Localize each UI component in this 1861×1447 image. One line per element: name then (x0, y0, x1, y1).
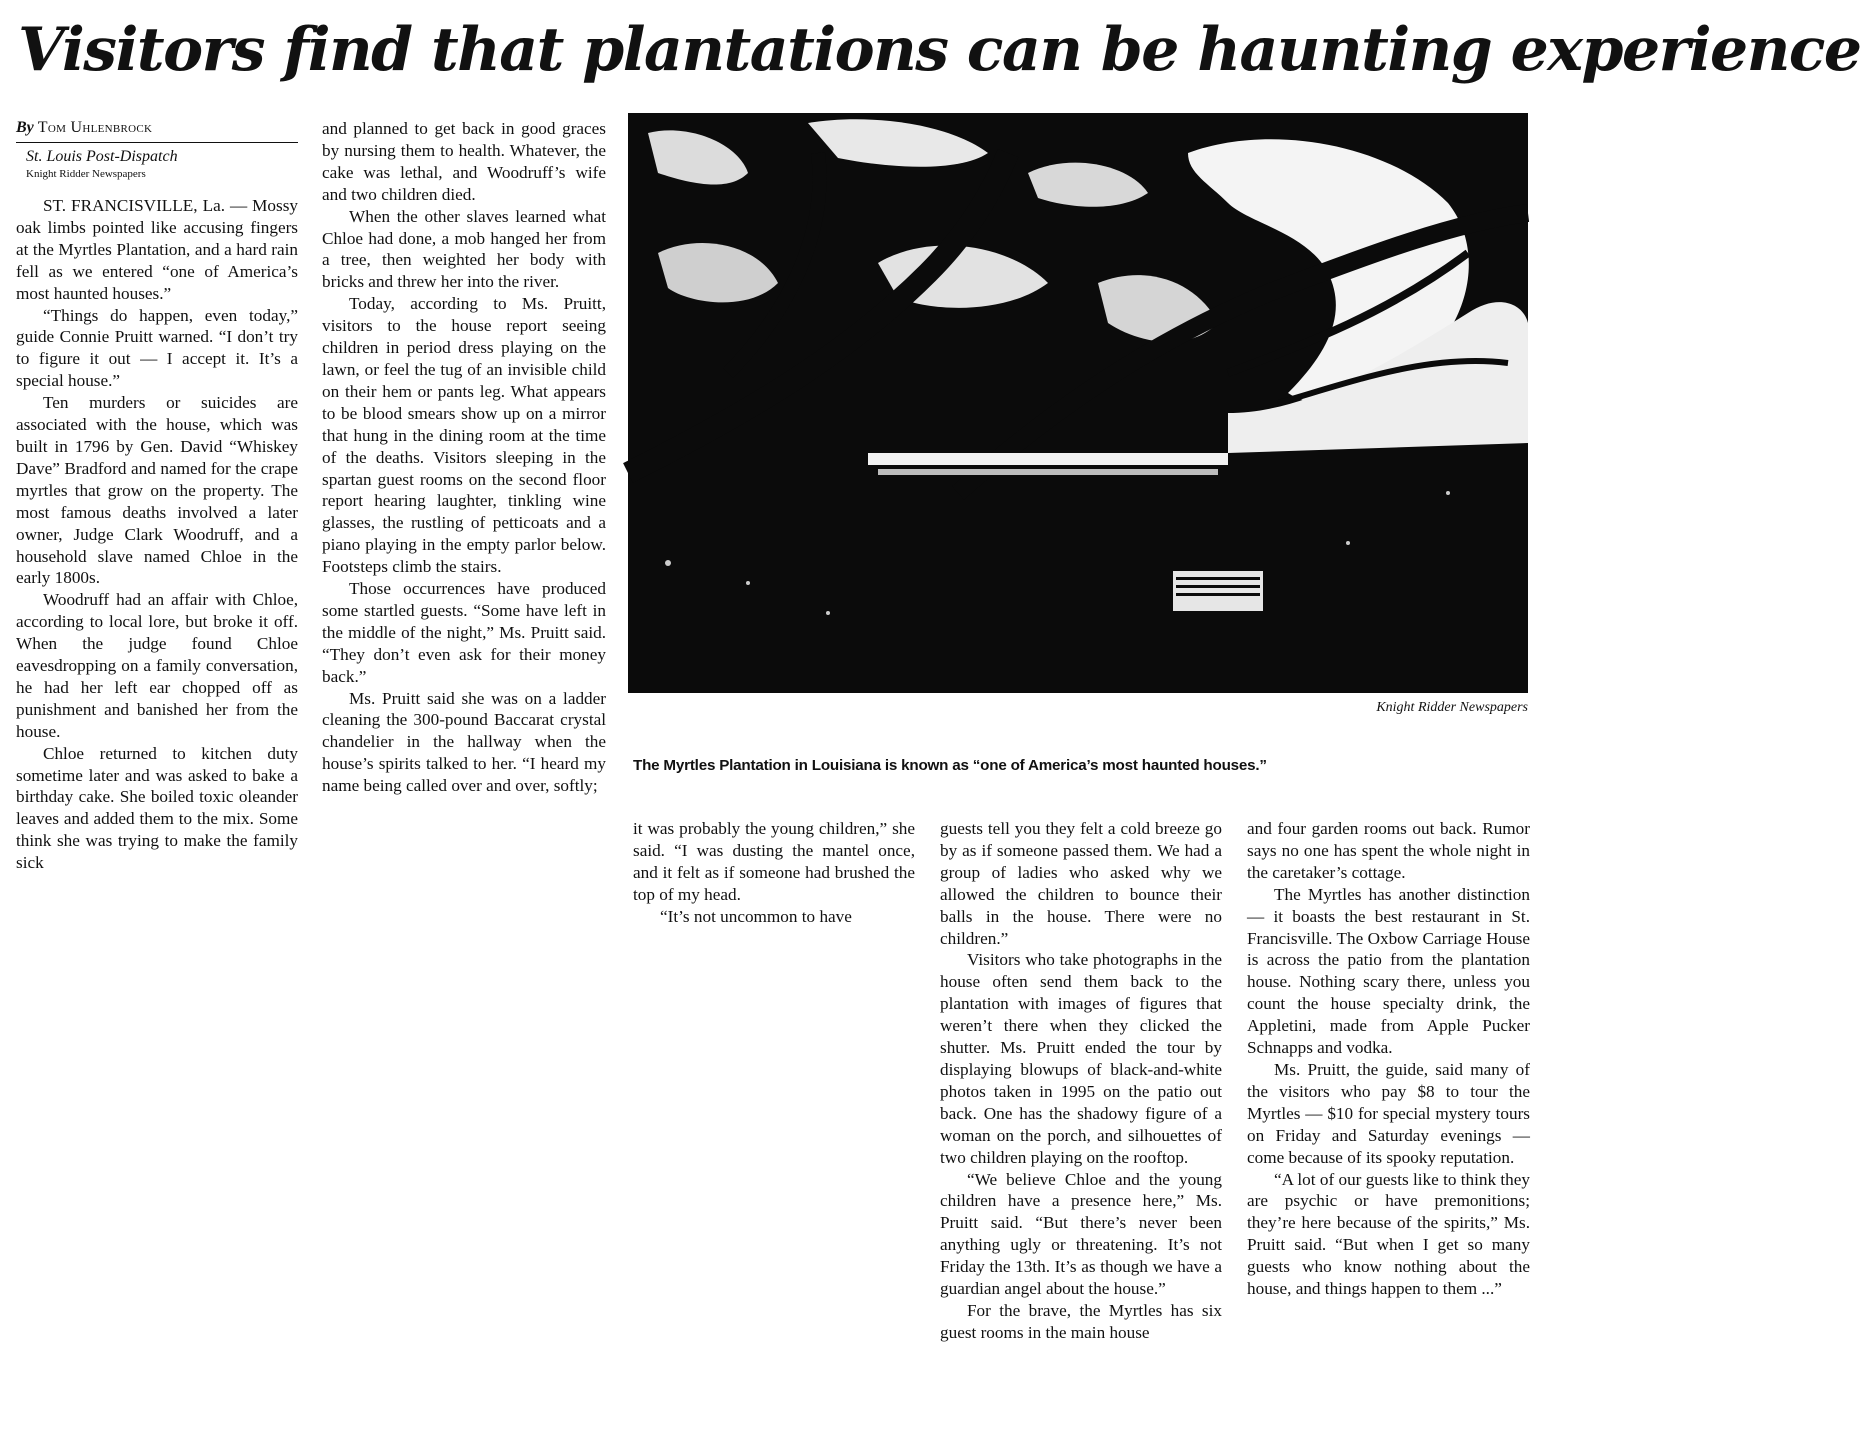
headline: Visitors find that plantations can be haunting experience (18, 15, 1861, 85)
photo-caption: The Myrtles Plantation in Louisiana is known as “one of America’s most haunted houses.” (633, 757, 1267, 774)
paragraph: The Myrtles has another distinction — it boasts the best restaurant in St. Francisville. The Oxbow Carriage House is across the patio from the plantation house. Nothing scary there, unless you count the house specialty drink, the Appletini, made from Apple Pucker Schnapps and vodka. (1247, 884, 1530, 1058)
paragraph: Ms. Pruitt, the guide, said many of the visitors who pay $8 to tour the Myrtles — $10 for special mystery tours on Friday and Saturday evenings — come because of its spooky reputation. (1247, 1059, 1530, 1167)
paragraph: Those occurrences have produced some startled guests. “Some have left in the middle of the night,” Ms. Pruitt said. “They don’t even ask for their money back.” (322, 579, 606, 686)
paragraph: “A lot of our guests like to think they are psychic or have premonitions; they’re here because of the spirits,” Ms. Pruitt said. “But when I get so many guests who know nothing about the house, and things happen to them ...” (1247, 1169, 1530, 1299)
paragraph: Ms. Pruitt said she was on a ladder cleaning the 300-pound Baccarat crystal chandelier in the hallway when the house’s spirits talked to her. “I heard my name being called over and over, softly; (322, 688, 606, 796)
paragraph: ST. FRANCISVILLE, La. — Mossy oak limbs pointed like accusing fingers at the Myrtles Plantation, and a hard rain fell as we entered “one of America’s most haunted houses.” (16, 196, 298, 303)
byline-by: By (16, 119, 34, 136)
byline-agency: Knight Ridder Newspapers (26, 168, 146, 180)
paragraph: Ten murders or suicides are associated with the house, which was built in 1796 by Gen. David “Whiskey Dave” Bradford and named for the crape myrtles that grow on the property. The most famous deaths involved a later owner, Judge Clark Woodruff, and a household slave named Chloe in the early 1800s. (16, 393, 298, 588)
photo-credit: Knight Ridder Newspapers (1376, 700, 1528, 715)
article-column-1 (16, 118, 298, 874)
article-column-4 (940, 818, 1222, 1344)
paragraph: it was probably the young children,” she said. “I was dusting the mantel once, and it felt as if someone had brushed the top of my head. (633, 819, 915, 904)
byline-publication: St. Louis Post-Dispatch (26, 148, 178, 165)
byline-author: Tom Uhlenbrock (37, 119, 153, 136)
paragraph: guests tell you they felt a cold breeze go by as if someone passed them. We had a group of ladies who asked why we allowed the children to bounce their balls in the house. There were no children.” (940, 819, 1222, 948)
paragraph: “We believe Chloe and the young children have a presence here,” Ms. Pruitt said. “But there’s never been anything ugly or threatening. It’s not Friday the 13th. It’s as though we have a guardian angel about the house.” (940, 1169, 1222, 1299)
article-column-3 (633, 818, 915, 928)
paragraph: and planned to get back in good graces by nursing them to health. Whatever, the cake was lethal, and Woodruff’s wife and two children died. (322, 119, 606, 204)
article-column-5 (1247, 818, 1530, 1300)
plantation-photo (628, 113, 1528, 693)
paragraph: Today, according to Ms. Pruitt, visitors to the house report seeing children in period dress playing on the lawn, or feel the tug of an invisible child on their hem or pants leg. What appears to be blood smears show up on a mirror that hung in the dining room at the time of the deaths. Visitors sleeping in the spartan guest rooms on the second floor report hearing laughter, tinkling wine glasses, the rustling of petticoats and a piano playing in the empty parlor below. Footsteps climb the stairs. (322, 294, 606, 577)
paragraph: Woodruff had an affair with Chloe, according to local lore, but broke it off. When the judge found Chloe eavesdropping on a family conversation, he had her left ear chopped off as punishment and banished her from the house. (16, 590, 298, 741)
oak-tree-silhouette-image (628, 113, 1528, 693)
byline-block (16, 118, 298, 143)
paragraph: When the other slaves learned what Chloe had done, a mob hanged her from a tree, then weighted her body with bricks and threw her into the river. (322, 206, 606, 292)
paragraph: Visitors who take photographs in the house often send them back to the plantation with images of figures that weren’t there when they clicked the shutter. Ms. Pruitt ended the tour by displaying blowups of black-and-white photos taken in 1995 on the patio out back. One has the shadowy figure of a woman on the porch, and silhouettes of two children playing on the rooftop. (940, 950, 1222, 1167)
paragraph: For the brave, the Myrtles has six guest rooms in the main house (940, 1300, 1222, 1342)
article-column-2 (322, 118, 606, 797)
paragraph: “It’s not uncommon to have (660, 906, 852, 926)
paragraph: Chloe returned to kitchen duty sometime later and was asked to bake a birthday cake. She boiled toxic oleander leaves and added them to the mix. Some think she was trying to make the family sick (16, 743, 298, 873)
byline (16, 118, 298, 138)
paragraph: and four garden rooms out back. Rumor says no one has spent the whole night in the caretaker’s cottage. (1247, 819, 1530, 882)
paragraph: “Things do happen, even today,” guide Connie Pruitt warned. “I don’t try to figure it out — I accept it. It’s a special house.” (16, 305, 298, 391)
